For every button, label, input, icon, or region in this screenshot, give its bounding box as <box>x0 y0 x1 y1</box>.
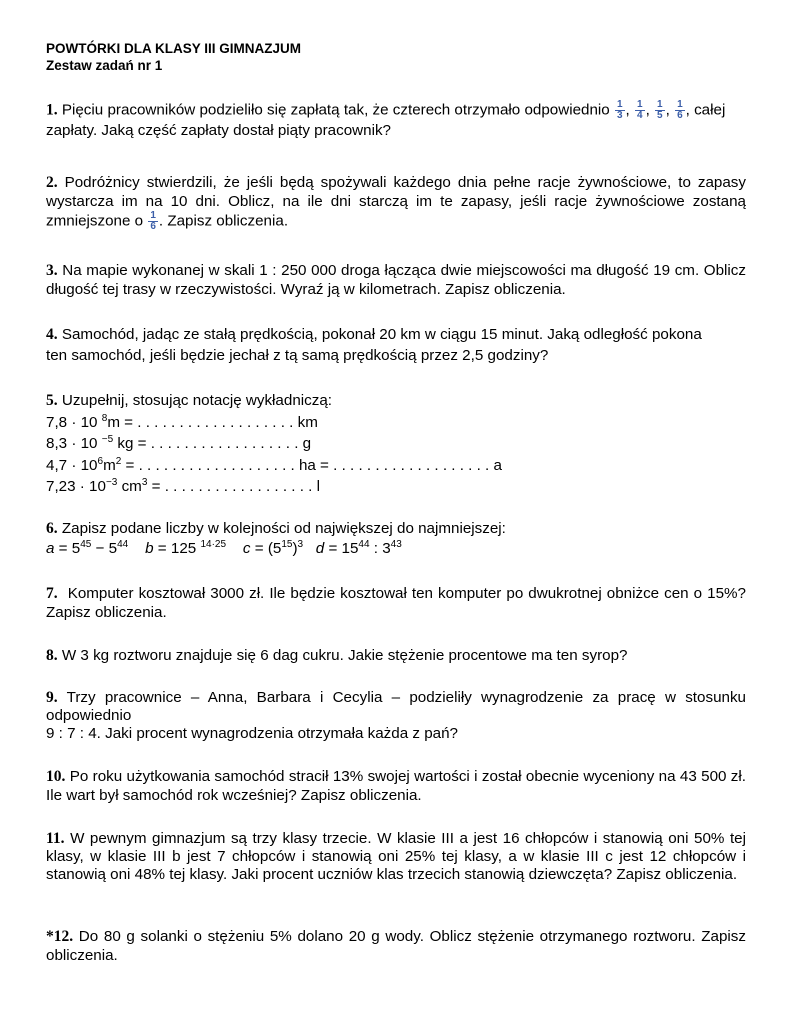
question-number: 11. <box>46 830 65 847</box>
question-12 <box>46 928 746 965</box>
conversion-row-1: 7,8 · 10 $^8$m = . . . . . . . . . . . . . . . . . . . km <box>46 412 318 431</box>
question-text: Samochód, jadąc ze stałą prędkością, pokonał 20 km w ciągu 15 minut. Jaką odległość pokona <box>61 326 702 343</box>
worksheet-title: POWTÓRKI DLA KLASY III GIMNAZJUM <box>46 41 301 56</box>
question-text: Uzupełnij, stosując notację wykładniczą: <box>61 392 332 409</box>
question-9 <box>46 689 746 743</box>
fraction-1-6: $\frac{1}{6}$ <box>677 99 683 121</box>
question-10 <box>46 768 746 805</box>
worksheet-subtitle: Zestaw zadań nr 1 <box>46 58 163 73</box>
question-1: 1. Pięciu pracowników podzieliło się zapłatą tak, że czterech otrzymało odpowiednio $\frac{1}{3}$ , $\frac{1}{4}$ , $\frac{1}{5}$ , $\frac{1}{6}$ , całej zapłaty. Jaką część zapłaty dostał piąty pracownik? <box>46 99 726 139</box>
question-number: 5. <box>46 392 58 409</box>
question-text: Podróżnicy stwierdzili, że jeśli będą spożywali każdego dnia pełne racje żywnościowe, to zapasy wystarcza im na 10 dni. Oblicz, na ile dni starczą im te zapasy, jeśli racje żywnościowe zostaną zmniejszone o <box>46 174 746 230</box>
question-text: W pewnym gimnazjum są trzy klasy trzecie. W klasie III a jest 16 chłopców i stanowią oni 50% tej klasy, w klasie III b jest 7 chłopców i stanowią oni 25% tej klasy, a w klasie III c jest 12 chłopców i stanowią oni 48% tej klasy. Jaki procent uczniów klas trzecich stanowią dziewczęta? Zapisz obliczenia. <box>46 830 746 884</box>
question-number: 4. <box>46 326 58 343</box>
question-number: 3. <box>46 262 58 279</box>
question-text: W 3 kg roztworu znajduje się 6 dag cukru. Jakie stężenie procentowe ma ten syrop? <box>61 647 628 664</box>
question-6 <box>46 519 746 559</box>
worksheet-header <box>46 40 746 74</box>
fraction-1-5: $\frac{1}{5}$ <box>657 99 663 121</box>
question-text: Pięciu pracowników podzieliło się zapłatą tak, że czterech otrzymało odpowiednio <box>61 101 610 119</box>
numbers-to-order: $a = 5^{45} - 5^{44}$ b = 125 $^{14\cdot 25}$ $c = (5^{15})^3$ $d = 15^{44}$ : $3^{43}$ <box>46 538 402 557</box>
question-text: Po roku użytkowania samochód stracił 13% swojej wartości i został obecnie wyceniony na 43 500 zł. Ile wart był samochód rok wcześniej? Zapisz obliczenia. <box>46 768 746 804</box>
question-5 <box>46 390 746 498</box>
question-number: 8. <box>46 647 58 664</box>
question-11 <box>46 830 746 885</box>
question-4 <box>46 324 746 366</box>
question-number: 2. <box>46 174 58 191</box>
question-3 <box>46 262 746 299</box>
question-text-continued: . Zapisz obliczenia. <box>158 212 289 230</box>
question-text-line-2: 9 : 7 : 4. Jaki procent wynagrodzenia otrzymała każda z pań? <box>46 725 458 742</box>
question-text: Do 80 g solanki o stężeniu 5% dolano 20 g wody. Oblicz stężenie otrzymanego roztworu. Zapisz obliczenia. <box>46 928 746 964</box>
question-7 <box>46 585 746 622</box>
question-2 <box>46 173 746 232</box>
question-number: 6. <box>46 520 58 537</box>
question-number: 9. <box>46 689 58 706</box>
conversion-row-2: 8,3 · 10 $^{-5}$ kg = . . . . . . . . . . . . . . . . . . g <box>46 433 312 452</box>
conversion-row-3: $4,7 \cdot 10^6m^2$ = . . . . . . . . . . . . . . . . . . . ha = . . . . . . . . . . . . . . . . . . . a <box>46 455 502 474</box>
fraction-1-4: $\frac{1}{4}$ <box>637 99 643 121</box>
question-number: 7. <box>46 585 58 602</box>
question-number: *12. <box>46 928 74 945</box>
question-text: Na mapie wykonanej w skali 1 : 250 000 droga łącząca dwie miejscowości ma długość 19 cm. Oblicz długość tej trasy w rzeczywistości. Wyraź ją w kilometrach. Zapisz obliczenia. <box>46 262 746 298</box>
question-text: Zapisz podane liczby w kolejności od największej do najmniejszej: <box>61 520 506 537</box>
fraction-1-6: $\frac{1}{6}$ <box>150 210 156 232</box>
question-number: 1. <box>46 101 58 119</box>
fraction-1-3: $\frac{1}{3}$ <box>616 99 623 121</box>
question-text: Trzy pracownice – Anna, Barbara i Cecylia – podzieliły wynagrodzenie za pracę w stosunku odpowiednio <box>46 689 746 724</box>
question-number: 10. <box>46 768 66 785</box>
question-text: Komputer kosztował 3000 zł. Ile będzie kosztował ten komputer po dwukrotnej obniżce cen o 15%? Zapisz obliczenia. <box>46 585 746 621</box>
question-8 <box>46 647 746 666</box>
conversion-row-4: $7,23 \cdot 10^{-3}$ $cm^3$ = . . . . . . . . . . . . . . . . . . l <box>46 476 320 495</box>
question-text-continued: , całej zapłaty. Jaką część zapłaty dostał piąty pracownik? <box>46 101 726 139</box>
question-text-line-2: ten samochód, jeśli będzie jechał z tą samą prędkością przez 2,5 godziny? <box>46 347 549 364</box>
